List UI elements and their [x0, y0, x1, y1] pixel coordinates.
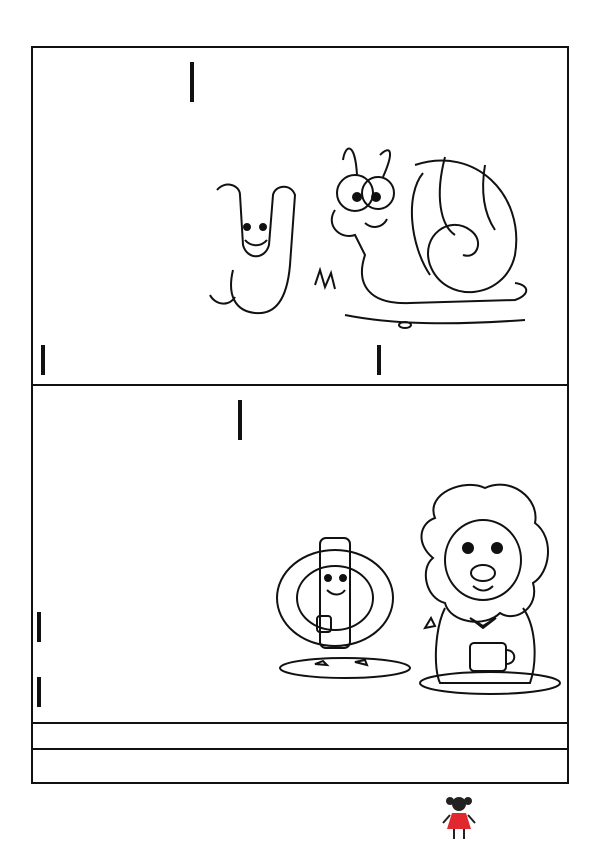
- word-boxes-u-2: [377, 345, 381, 375]
- tracing-cells-u: [190, 62, 194, 102]
- word-boxes-f-1: [37, 612, 41, 642]
- word-boxes-u-1: [41, 345, 45, 375]
- alphabet-strip: [31, 748, 569, 784]
- tracing-cells-f: [238, 400, 242, 440]
- section-divider: [31, 384, 569, 386]
- word-boxes-f-2: [37, 677, 41, 707]
- lion-letter-f-illustration: [265, 478, 565, 708]
- empty-cell-row: [31, 722, 569, 748]
- girl-logo-icon: [440, 795, 478, 841]
- snail-letter-u-illustration: [195, 135, 555, 345]
